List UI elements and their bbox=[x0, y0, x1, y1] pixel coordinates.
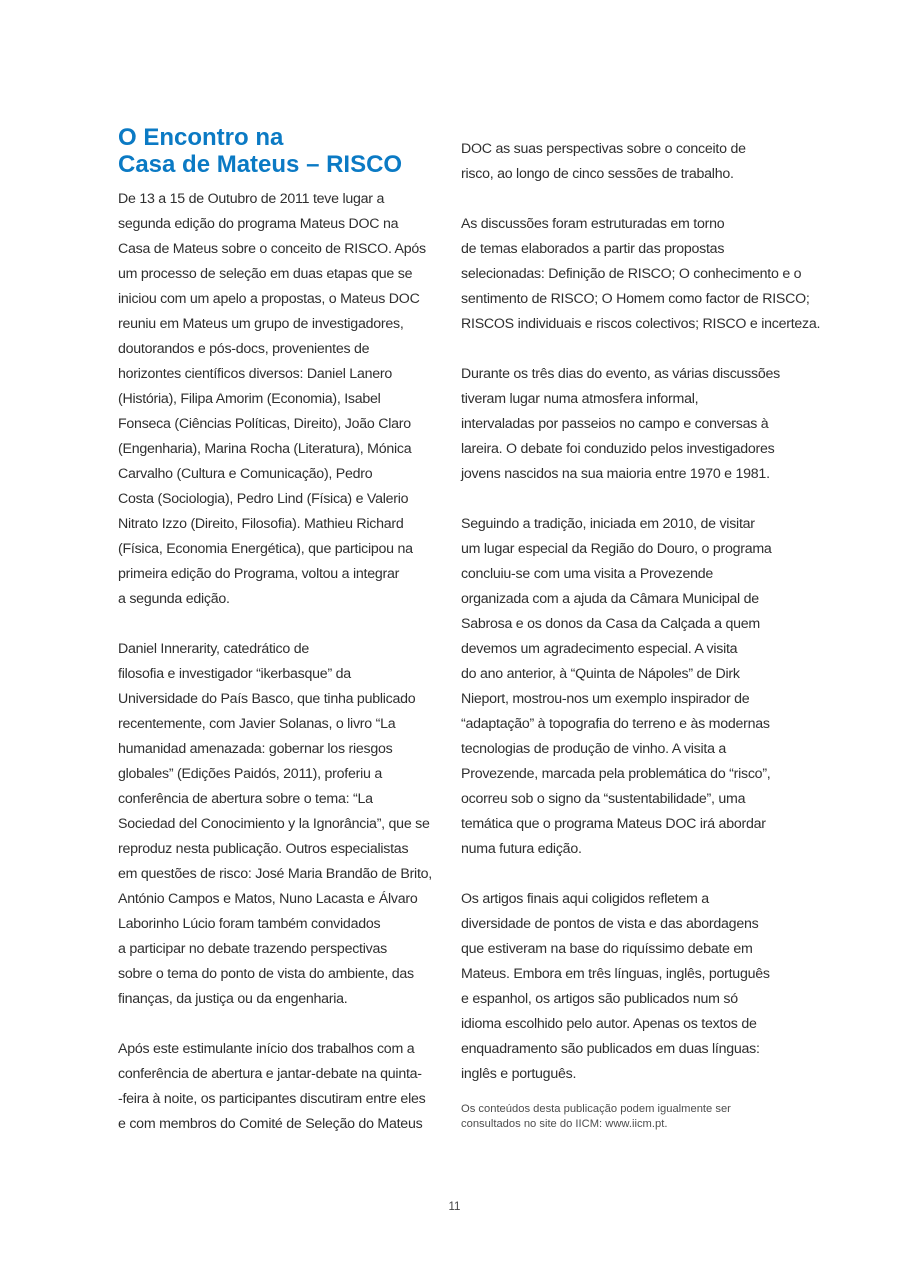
text-line: conferência de abertura sobre o tema: “La bbox=[118, 791, 373, 807]
text-line: globales” (Edições Paidós, 2011), proferiu a bbox=[118, 766, 382, 782]
text-line: intervaladas por passeios no campo e conversas à bbox=[461, 416, 769, 432]
text-line: DOC as suas perspectivas sobre o conceito de bbox=[461, 141, 746, 157]
text-line: idioma escolhido pelo autor. Apenas os textos de bbox=[461, 1016, 757, 1032]
text-line: Universidade do País Basco, que tinha publicado bbox=[118, 691, 416, 707]
text-line: de temas elaborados a partir das propostas bbox=[461, 241, 725, 257]
text-line: (Física, Economia Energética), que participou na bbox=[118, 541, 413, 557]
text-line: organizada com a ajuda da Câmara Municipal de bbox=[461, 591, 759, 607]
text-line: segunda edição do programa Mateus DOC na bbox=[118, 216, 399, 232]
text-line: lareira. O debate foi conduzido pelos investigadores bbox=[461, 441, 775, 457]
text-line: um processo de seleção em duas etapas que se bbox=[118, 266, 413, 282]
text-line: (História), Filipa Amorim (Economia), Isabel bbox=[118, 391, 381, 407]
text-line: jovens nascidos na sua maioria entre 1970 e 1981. bbox=[461, 466, 770, 482]
text-line: risco, ao longo de cinco sessões de trabalho. bbox=[461, 166, 734, 182]
text-line: diversidade de pontos de vista e das abordagens bbox=[461, 916, 759, 932]
text-line: Os artigos finais aqui coligidos refletem a bbox=[461, 891, 709, 907]
text-line: Seguindo a tradição, iniciada em 2010, de visitar bbox=[461, 516, 755, 532]
text-line: numa futura edição. bbox=[461, 841, 582, 857]
text-line: conferência de abertura e jantar-debate na quinta- bbox=[118, 1066, 422, 1082]
footnote-line-1: Os conteúdos desta publicação podem igualmente ser bbox=[461, 1103, 731, 1115]
text-line: Após este estimulante início dos trabalhos com a bbox=[118, 1041, 415, 1057]
paragraph-gap bbox=[461, 337, 791, 362]
paragraph-gap bbox=[461, 187, 791, 212]
text-line: sentimento de RISCO; O Homem como factor de RISCO; bbox=[461, 291, 810, 307]
text-line: inglês e português. bbox=[461, 1066, 577, 1082]
title-line-1: O Encontro na bbox=[118, 124, 284, 151]
text-line: Durante os três dias do evento, as várias discussões bbox=[461, 366, 780, 382]
page-number: 11 bbox=[448, 1201, 461, 1213]
text-line: devemos um agradecimento especial. A visita bbox=[461, 641, 738, 657]
text-line: a segunda edição. bbox=[118, 591, 230, 607]
text-line: Carvalho (Cultura e Comunicação), Pedro bbox=[118, 466, 373, 482]
text-line: tecnologias de produção de vinho. A visita a bbox=[461, 741, 727, 757]
text-line: humanidad amenazada: gobernar los riesgos bbox=[118, 741, 393, 757]
text-line: Daniel Innerarity, catedrático de bbox=[118, 641, 310, 657]
text-line: Laborinho Lúcio foram também convidados bbox=[118, 916, 381, 932]
text-line: em questões de risco: José Maria Brandão de Brito, bbox=[118, 866, 432, 882]
text-line: selecionadas: Definição de RISCO; O conhecimento e o bbox=[461, 266, 802, 282]
text-line: Nieport, mostrou-nos um exemplo inspirador de bbox=[461, 691, 750, 707]
paragraph-gap bbox=[461, 862, 791, 887]
text-line: De 13 a 15 de Outubro de 2011 teve lugar a bbox=[118, 191, 385, 207]
right-column-text bbox=[461, 137, 821, 1087]
text-line: recentemente, com Javier Solanas, o livro “La bbox=[118, 716, 396, 732]
text-line: Sociedad del Conocimiento y la Ignorância”, que se bbox=[118, 816, 430, 832]
text-line: tiveram lugar numa atmosfera informal, bbox=[461, 391, 699, 407]
text-line: a participar no debate trazendo perspectivas bbox=[118, 941, 387, 957]
text-line: iniciou com um apelo a propostas, o Mateus DOC bbox=[118, 291, 420, 307]
text-line: Casa de Mateus sobre o conceito de RISCO. Após bbox=[118, 241, 426, 257]
text-line: horizontes científicos diversos: Daniel Lanero bbox=[118, 366, 392, 382]
text-line: concluiu-se com uma visita a Provezende bbox=[461, 566, 714, 582]
text-line: Provezende, marcada pela problemática do “risco”, bbox=[461, 766, 771, 782]
text-line: Nitrato Izzo (Direito, Filosofia). Mathieu Richard bbox=[118, 516, 404, 532]
page-title bbox=[118, 124, 448, 178]
text-line: e com membros do Comité de Seleção do Mateus bbox=[118, 1116, 423, 1132]
text-line: sobre o tema do ponto de vista do ambiente, das bbox=[118, 966, 414, 982]
text-line: Fonseca (Ciências Políticas, Direito), João Claro bbox=[118, 416, 411, 432]
text-line: que estiveram na base do riquíssimo debate em bbox=[461, 941, 753, 957]
text-line: (Engenharia), Marina Rocha (Literatura), Mónica bbox=[118, 441, 412, 457]
text-line: reuniu em Mateus um grupo de investigadores, bbox=[118, 316, 404, 332]
text-line: As discussões foram estruturadas em torno bbox=[461, 216, 725, 232]
text-line: “adaptação” à topografia do terreno e às modernas bbox=[461, 716, 770, 732]
text-line: e espanhol, os artigos são publicados num só bbox=[461, 991, 738, 1007]
text-line: do ano anterior, à “Quinta de Nápoles” de Dirk bbox=[461, 666, 740, 682]
text-line: RISCOS individuais e riscos colectivos; RISCO e incerteza. bbox=[461, 316, 821, 332]
title-line-2: Casa de Mateus – RISCO bbox=[118, 151, 403, 178]
paragraph-gap bbox=[461, 487, 791, 512]
text-line: primeira edição do Programa, voltou a integrar bbox=[118, 566, 400, 582]
footnote bbox=[461, 1102, 791, 1132]
text-line: Mateus. Embora em três línguas, inglês, português bbox=[461, 966, 770, 982]
left-column-text bbox=[118, 187, 448, 1137]
text-line: enquadramento são publicados em duas línguas: bbox=[461, 1041, 760, 1057]
text-line: ocorreu sob o signo da “sustentabilidade”, uma bbox=[461, 791, 746, 807]
paragraph-gap bbox=[118, 1012, 448, 1037]
text-line: um lugar especial da Região do Douro, o programa bbox=[461, 541, 772, 557]
text-line: -feira à noite, os participantes discutiram entre eles bbox=[118, 1091, 426, 1107]
text-line: Costa (Sociologia), Pedro Lind (Física) e Valerio bbox=[118, 491, 409, 507]
text-line: filosofia e investigador “ikerbasque” da bbox=[118, 666, 351, 682]
paragraph-gap bbox=[118, 612, 448, 637]
text-line: doutorandos e pós-docs, provenientes de bbox=[118, 341, 370, 357]
text-line: temática que o programa Mateus DOC irá abordar bbox=[461, 816, 766, 832]
footnote-line-2: consultados no site do IICM: www.iicm.pt. bbox=[461, 1118, 668, 1130]
text-line: Sabrosa e os donos da Casa da Calçada a quem bbox=[461, 616, 760, 632]
text-line: finanças, da justiça ou da engenharia. bbox=[118, 991, 348, 1007]
text-line: António Campos e Matos, Nuno Lacasta e Álvaro bbox=[118, 891, 418, 907]
text-line: reproduz nesta publicação. Outros especialistas bbox=[118, 841, 409, 857]
